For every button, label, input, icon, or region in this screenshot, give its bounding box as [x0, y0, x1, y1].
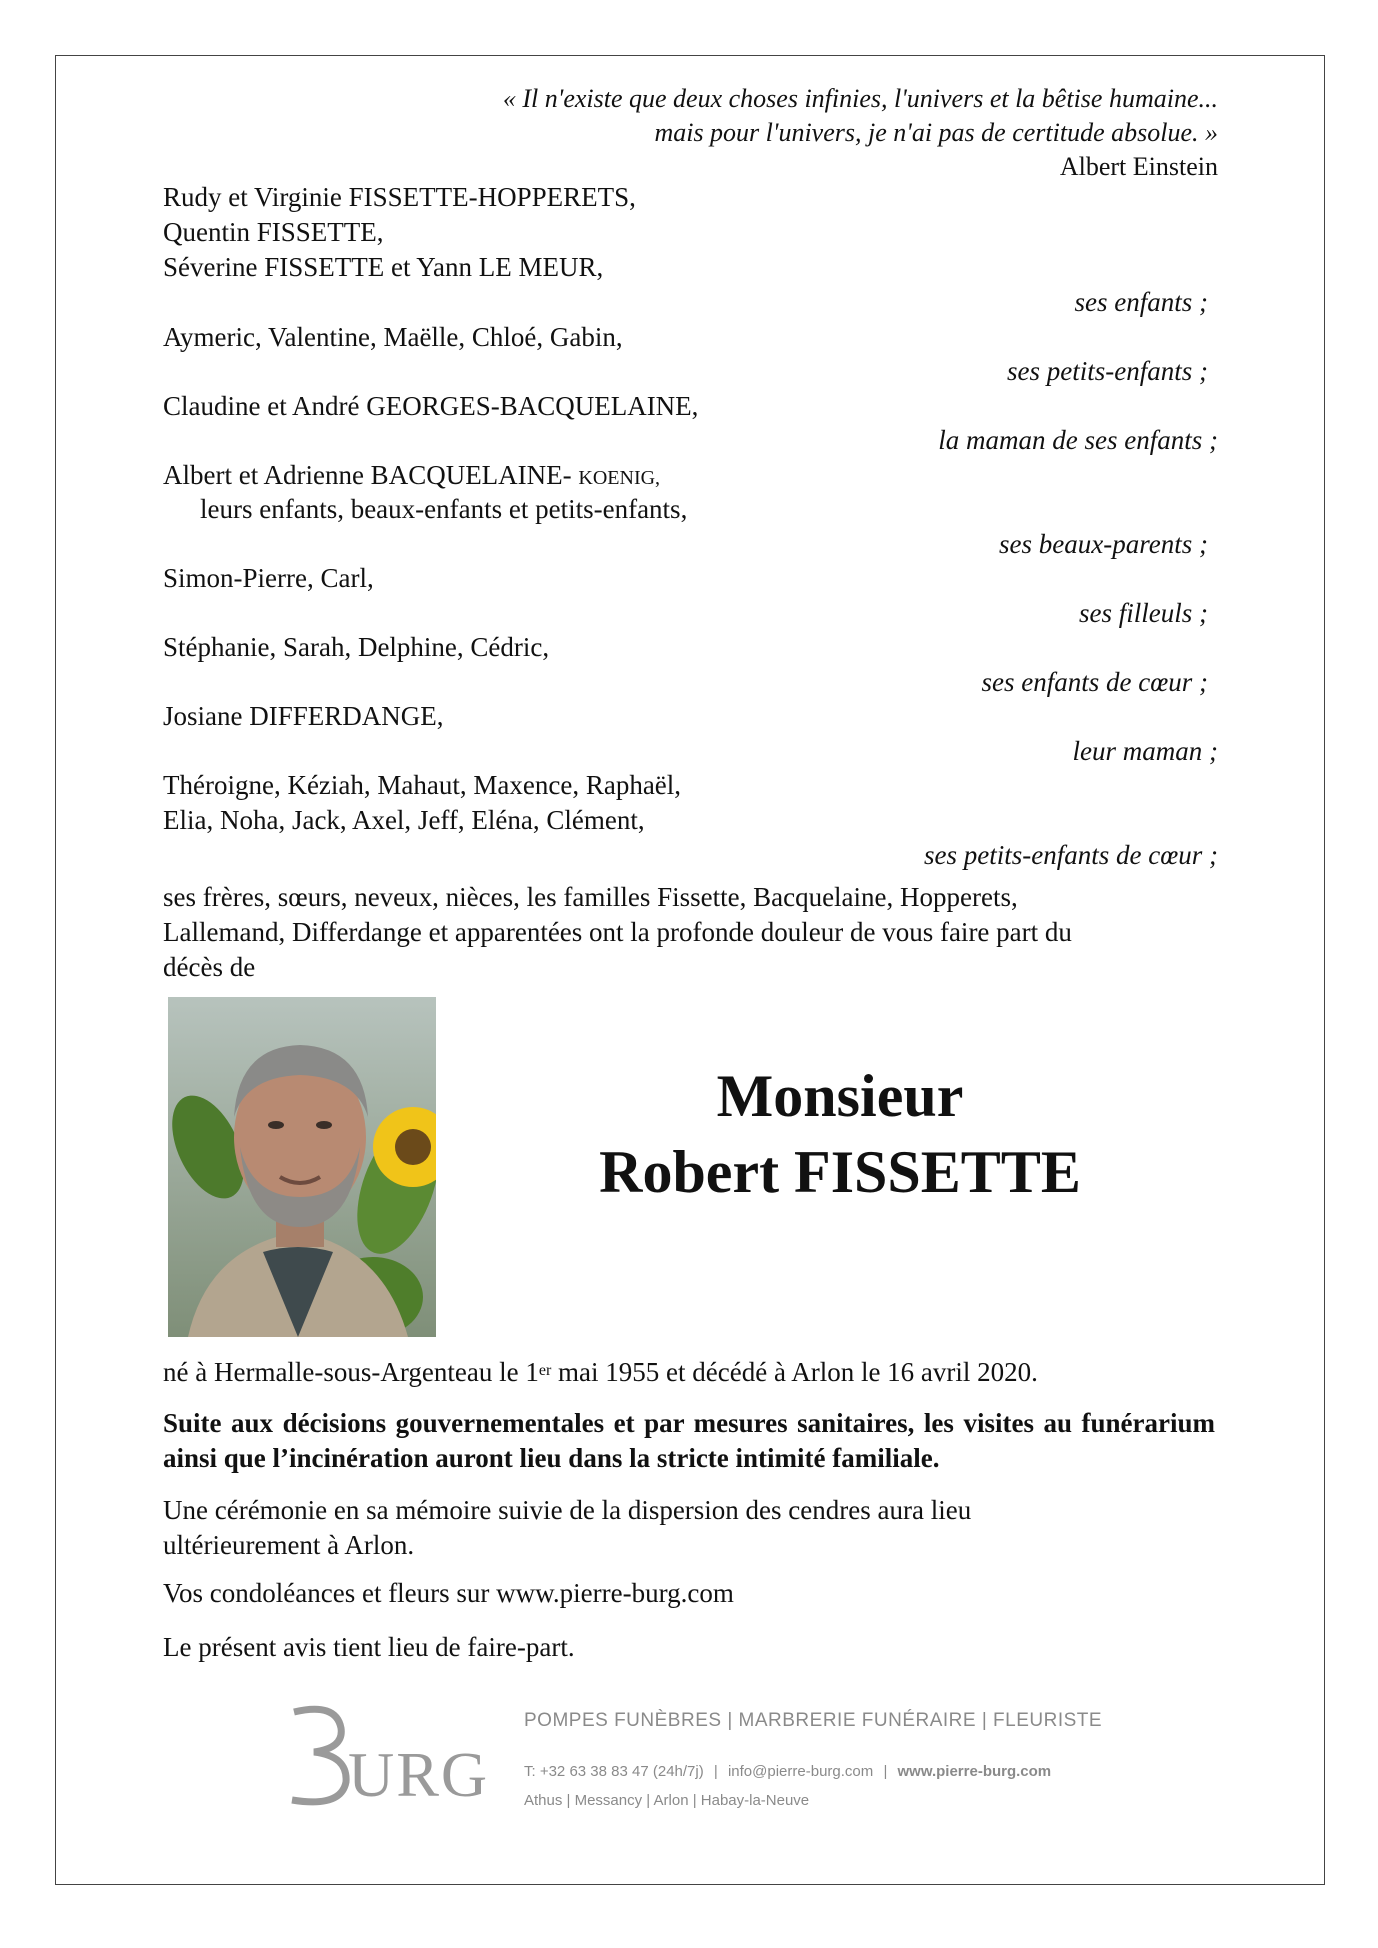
- footer-contact: T: +32 63 38 83 47 (24h/7j) | info@pierre-burg.com | www.pierre-burg.com: [524, 1763, 1052, 1780]
- epigraph-quote: [503, 82, 1218, 184]
- godchildren-role: ses filleuls ;: [1079, 598, 1208, 628]
- quote-author: Albert Einstein: [1059, 152, 1218, 181]
- mother-of-children-role: la maman de ses enfants ;: [938, 425, 1218, 455]
- children-role: ses enfants ;: [1074, 287, 1208, 317]
- footer-website: www.pierre-burg.com: [897, 1763, 1052, 1780]
- mother-of-children-names: Claudine et André GEORGES-BACQUELAINE,: [163, 391, 699, 421]
- grandchildren-names: Aymeric, Valentine, Maëlle, Chloé, Gabin,: [163, 322, 623, 352]
- heart-grandchildren-line-2: Elia, Noha, Jack, Axel, Jeff, Eléna, Clément,: [163, 805, 645, 835]
- their-mother-role: leur maman ;: [1072, 736, 1218, 766]
- footer-locations: Athus | Messancy | Arlon | Habay-la-Neuve: [524, 1792, 810, 1809]
- in-laws-line-2: leurs enfants, beaux-enfants et petits-enfants,: [200, 494, 688, 524]
- their-mother-name: Josiane DIFFERDANGE,: [163, 701, 444, 731]
- announcement-line-3: décès de: [163, 952, 256, 982]
- announcement-line-2: Lallemand, Differdange et apparentées ont la profonde douleur de vous faire part du: [163, 917, 1072, 947]
- grandchildren-role: ses petits-enfants ;: [1007, 356, 1208, 386]
- birth-death-part-2: mai 1955 et décédé à Arlon le 16 avril 2020.: [551, 1357, 1038, 1387]
- deceased-title: Monsieur: [716, 1063, 964, 1129]
- in-laws-line-1: Albert et Adrienne BACQUELAINE-: [163, 460, 572, 490]
- heart-grandchildren-names: [163, 768, 681, 838]
- footer-email: info@pierre-burg.com: [727, 1763, 874, 1780]
- faire-part-notice: Le présent avis tient lieu de faire-part.: [163, 1632, 575, 1662]
- quote-line-1: « Il n'existe que deux choses infinies, l'univers et la bêtise humaine...: [502, 84, 1218, 113]
- heart-children-role: ses enfants de cœur ;: [981, 667, 1208, 697]
- deceased-name: Robert FISSETTE: [599, 1139, 1081, 1205]
- quote-line-2: mais pour l'univers, je n'ai pas de certitude absolue. »: [654, 118, 1218, 147]
- heart-children-names: Stéphanie, Sarah, Delphine, Cédric,: [163, 632, 550, 662]
- birth-death-info: [163, 1355, 1038, 1390]
- covid-notice: Suite aux décisions gouvernementales et par mesures sanitaires, les visites au funérarium ainsi que l’incinération auront lieu dans la stricte intimité familiale.: [163, 1408, 1215, 1473]
- footer-services: POMPES FUNÈBRES | MARBRERIE FUNÉRAIRE | FLEURISTE: [524, 1710, 1103, 1731]
- in-laws-role: ses beaux-parents ;: [999, 529, 1208, 559]
- condolences-notice: Vos condoléances et fleurs sur www.pierre-burg.com: [163, 1578, 734, 1608]
- in-laws-line-1-small: KOENIG,: [578, 467, 661, 489]
- announcement-line-1: ses frères, sœurs, neveux, nièces, les familles Fissette, Bacquelaine, Hopperets,: [163, 882, 1018, 912]
- in-laws-names: [163, 458, 660, 496]
- footer-phone: T: +32 63 38 83 47 (24h/7j): [524, 1763, 704, 1780]
- announcement-text: [163, 880, 1072, 985]
- heart-grandchildren-line-1: Théroigne, Kéziah, Mahaut, Maxence, Raphaël,: [163, 770, 682, 800]
- burg-logo-text: URG: [348, 1739, 490, 1810]
- birth-death-part-1: né à Hermalle-sous-Argenteau le 1: [163, 1357, 539, 1387]
- birth-death-superscript: er: [538, 1362, 552, 1379]
- heart-grandchildren-role: ses petits-enfants de cœur ;: [924, 840, 1218, 870]
- children-names: [163, 180, 636, 285]
- deceased-photo: [168, 997, 436, 1337]
- child-line-1: Rudy et Virginie FISSETTE-HOPPERETS,: [163, 182, 636, 212]
- child-line-3: Séverine FISSETTE et Yann LE MEUR,: [163, 252, 604, 282]
- ceremony-notice: Une cérémonie en sa mémoire suivie de la dispersion des cendres aura lieu ultérieurement à Arlon.: [163, 1495, 972, 1560]
- godchildren-names: Simon-Pierre, Carl,: [163, 563, 374, 593]
- child-line-2: Quentin FISSETTE,: [163, 217, 384, 247]
